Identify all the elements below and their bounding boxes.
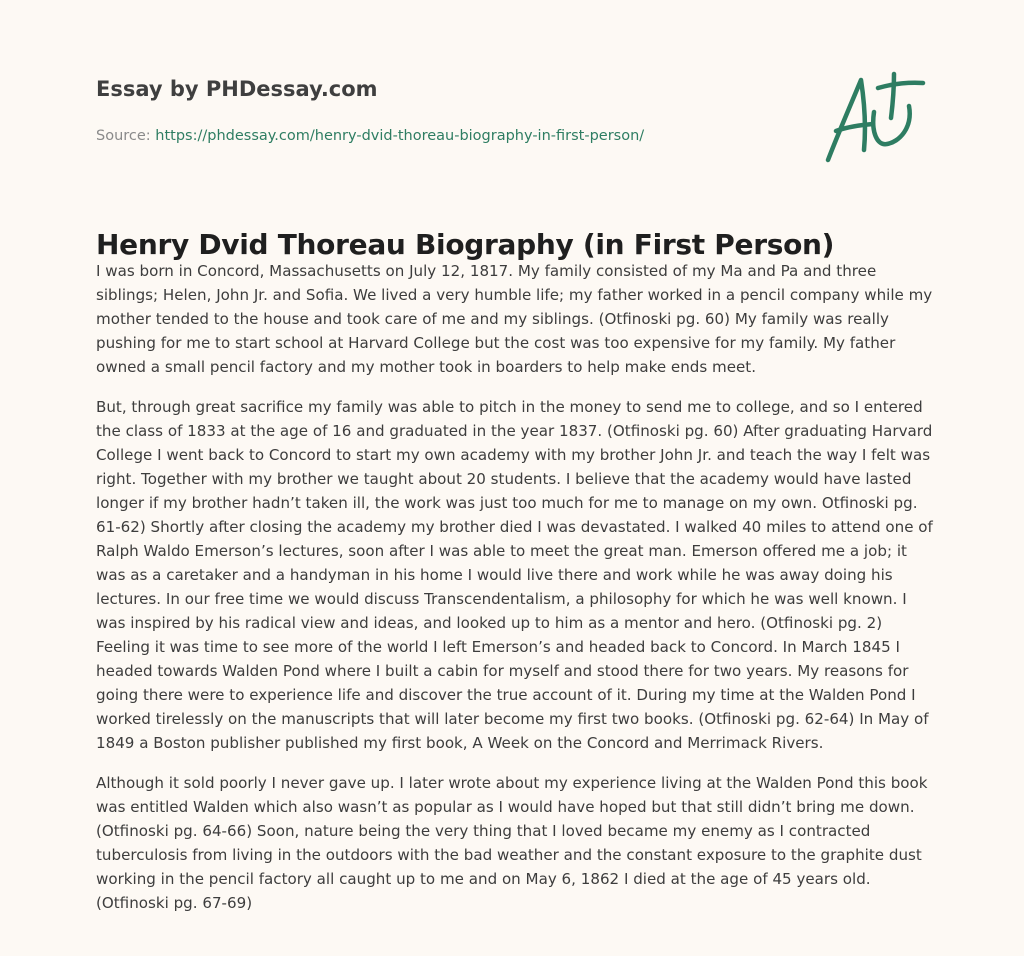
essay-header	[96, 74, 696, 145]
essay-paragraph: But, through great sacrifice my family was able to pitch in the money to send me to college, and so I entered the class of 1833 at the age of 16 and graduated in the year 1837. (Otfinoski pg. 60) After graduating Harvard College I went back to Concord to start my own academy with my brother John Jr. and teach the way I felt was right. Together with my brother we taught about 20 students. I believe that the academy would have lasted longer if my brother hadn’t taken ill, the work was just too much for me to manage on my own. Otfinoski pg. 61-62) Shortly after closing the academy my brother died I was devastated. I walked 40 miles to attend one of Ralph Waldo Emerson’s lectures, soon after I was able to meet the great man. Emerson offered me a job; it was as a caretaker and a handyman in his home I would live there and work while he was away doing his lectures. In our free time we would discuss Transcendentalism, a philosophy for which he was well known. I was inspired by his radical view and ideas, and looked up to him as a mentor and hero. (Otfinoski pg. 2) Feeling it was time to see more of the world I left Emerson’s and headed back to Concord. In March 1845 I headed towards Walden Pond where I built a cabin for myself and stood there for two years. My reasons for going there were to experience life and discover the true account of it. During my time at the Walden Pond I worked tirelessly on the manuscripts that will later become my first two books. (Otfinoski pg. 62-64) In May of 1849 a Boston publisher published my first book, A Week on the Concord and Merrimack Rivers.	[96, 398, 933, 752]
essay-title: Henry Dvid Thoreau Biography (in First Person)	[96, 228, 835, 261]
site-brand: Essay by PHDessay.com	[96, 77, 378, 101]
source-link[interactable]: https://phdessay.com/henry-dvid-thoreau-biography-in-first-person/	[155, 128, 645, 144]
a-plus-grade-icon	[822, 68, 928, 164]
essay-paragraph: Although it sold poorly I never gave up. I later wrote about my experience living at the Walden Pond this book was entitled Walden which also wasn’t as popular as I would have hoped but that still didn’t bring me down. (Otfinoski pg. 64-66) Soon, nature being the very thing that I loved became my enemy as I contracted tuberculosis from living in the outdoors with the bad weather and the constant exposure to the graphite dust working in the pencil factory all caught up to me and on May 6, 1862 I died at the age of 45 years old. (Otfinoski pg. 67-69)	[96, 774, 928, 912]
source-line	[96, 127, 696, 145]
essay-body	[96, 259, 934, 931]
source-label: Source:	[96, 128, 156, 144]
essay-paragraph: I was born in Concord, Massachusetts on July 12, 1817. My family consisted of my Ma and Pa and three siblings; Helen, John Jr. and Sofia. We lived a very humble life; my father worked in a pencil company while my mother tended to the house and took care of me and my siblings. (Otfinoski pg. 60) My family was really pushing for me to start school at Harvard College but the cost was too expensive for my family. My father owned a small pencil factory and my mother took in boarders to help make ends meet.	[96, 262, 933, 376]
